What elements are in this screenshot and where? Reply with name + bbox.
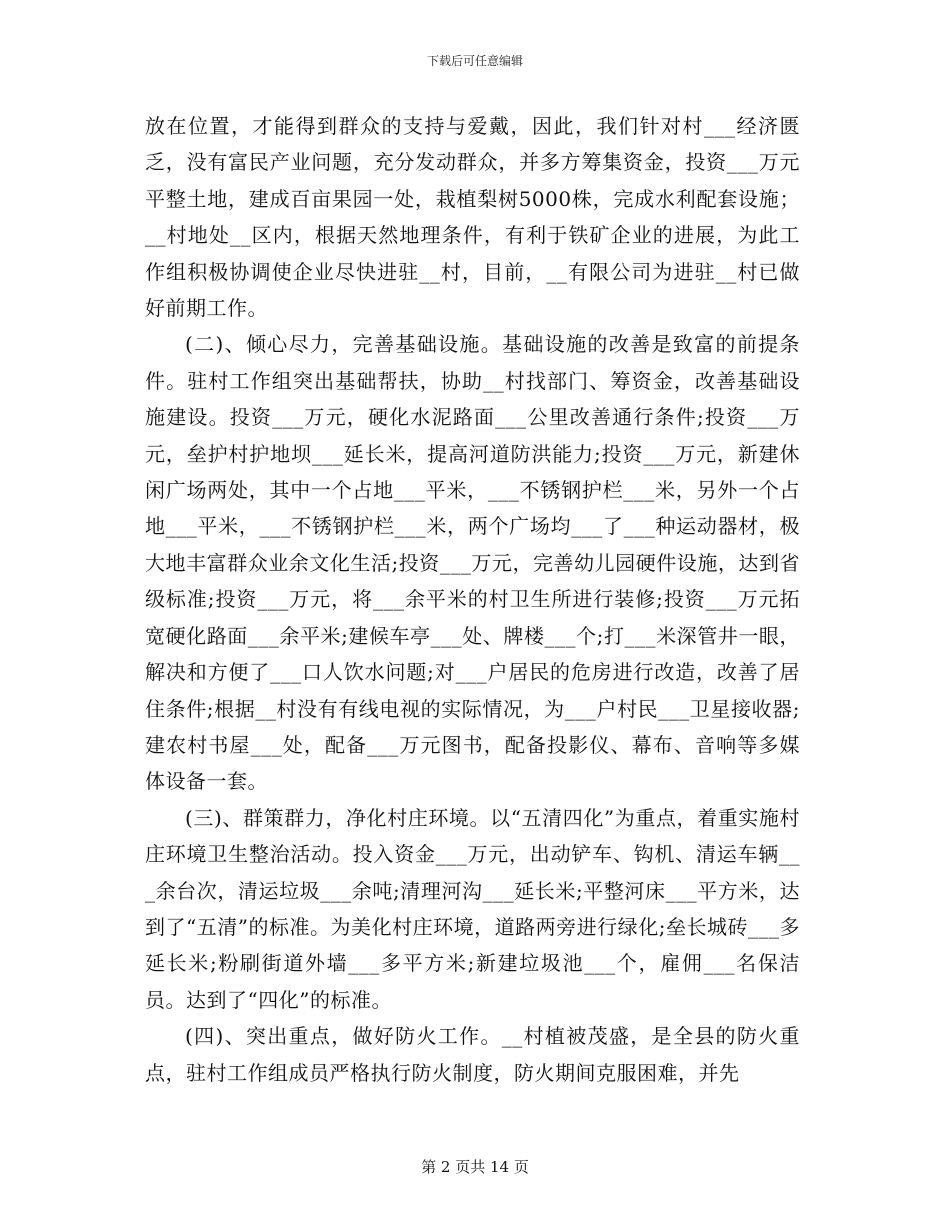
paragraph-section-4: (四)、突出重点，做好防火工作。__村植被茂盛，是全县的防火重点，驻村工作组成员严格执行防火制度，防火期间克服困难，并先: [145, 1024, 800, 1085]
paragraph-section-2: (二)、倾心尽力，完善基础设施。基础设施的改善是致富的前提条件。驻村工作组突出基础帮扶，协助__村找部门、筹资金，改善基础设施建设。投资___万元，硬化水泥路面___公里改善通行条件;投资___万元，垒护村护地坝___延长米，提高河道防洪能力;投资___万元，新建休闲广场两处，其中一个占地___平米，___不锈钢护栏___米，另外一个占地___平米，___不锈钢护栏___米，两个广场均___了___种运动器材，极大地丰富群众业余文化生活;投资___万元，完善幼儿园硬件设施，达到省级标准;投资___万元，将___余平米的村卫生所进行装修;投资___万元拓宽硬化路面___余平米;建候车亭___处、牌楼___个;打___米深管井一眼，解决和方便了___口人饮水问题;对___户居民的危房进行改造，改善了居住条件;根据__村没有有线电视的实际情况，为___户村民___卫星接收器;建农村书屋___处，配备___万元图书，配备投影仪、幕布、音响等多媒体设备一套。: [145, 332, 800, 794]
paragraph-section-3: (三)、群策群力，净化村庄环境。以“五清四化”为重点，着重实施村庄环境卫生整治活动。投入资金___万元，出动铲车、钩机、清运车辆___余台次，清运垃圾___余吨;清理河沟___延长米;平整河床___平方米，达到了“五清”的标准。为美化村庄环境，道路两旁进行绿化;垒长城砖___多延长米;粉刷街道外墙___多平方米;新建垃圾池___个，雇佣___名保洁员。达到了“四化”的标准。: [145, 805, 800, 1012]
page-header: 下载后可任意编辑: [426, 54, 523, 68]
page-footer-page-number: 第 2 页共 14 页: [421, 1158, 529, 1176]
document-body: [145, 108, 800, 1091]
paragraph-continuation: 放在位置，才能得到群众的支持与爱戴，因此，我们针对村___经济匮乏，没有富民产业问题，充分发动群众，并多方筹集资金，投资___万元平整土地，建成百亩果园一处，栽植梨树5000株，完成水利配套设施；__村地处__区内，根据天然地理条件，有利于铁矿企业的进展，为此工作组积极协调使企业尽快进驻__村，目前，__有限公司为进驻__村已做好前期工作。: [145, 114, 800, 321]
